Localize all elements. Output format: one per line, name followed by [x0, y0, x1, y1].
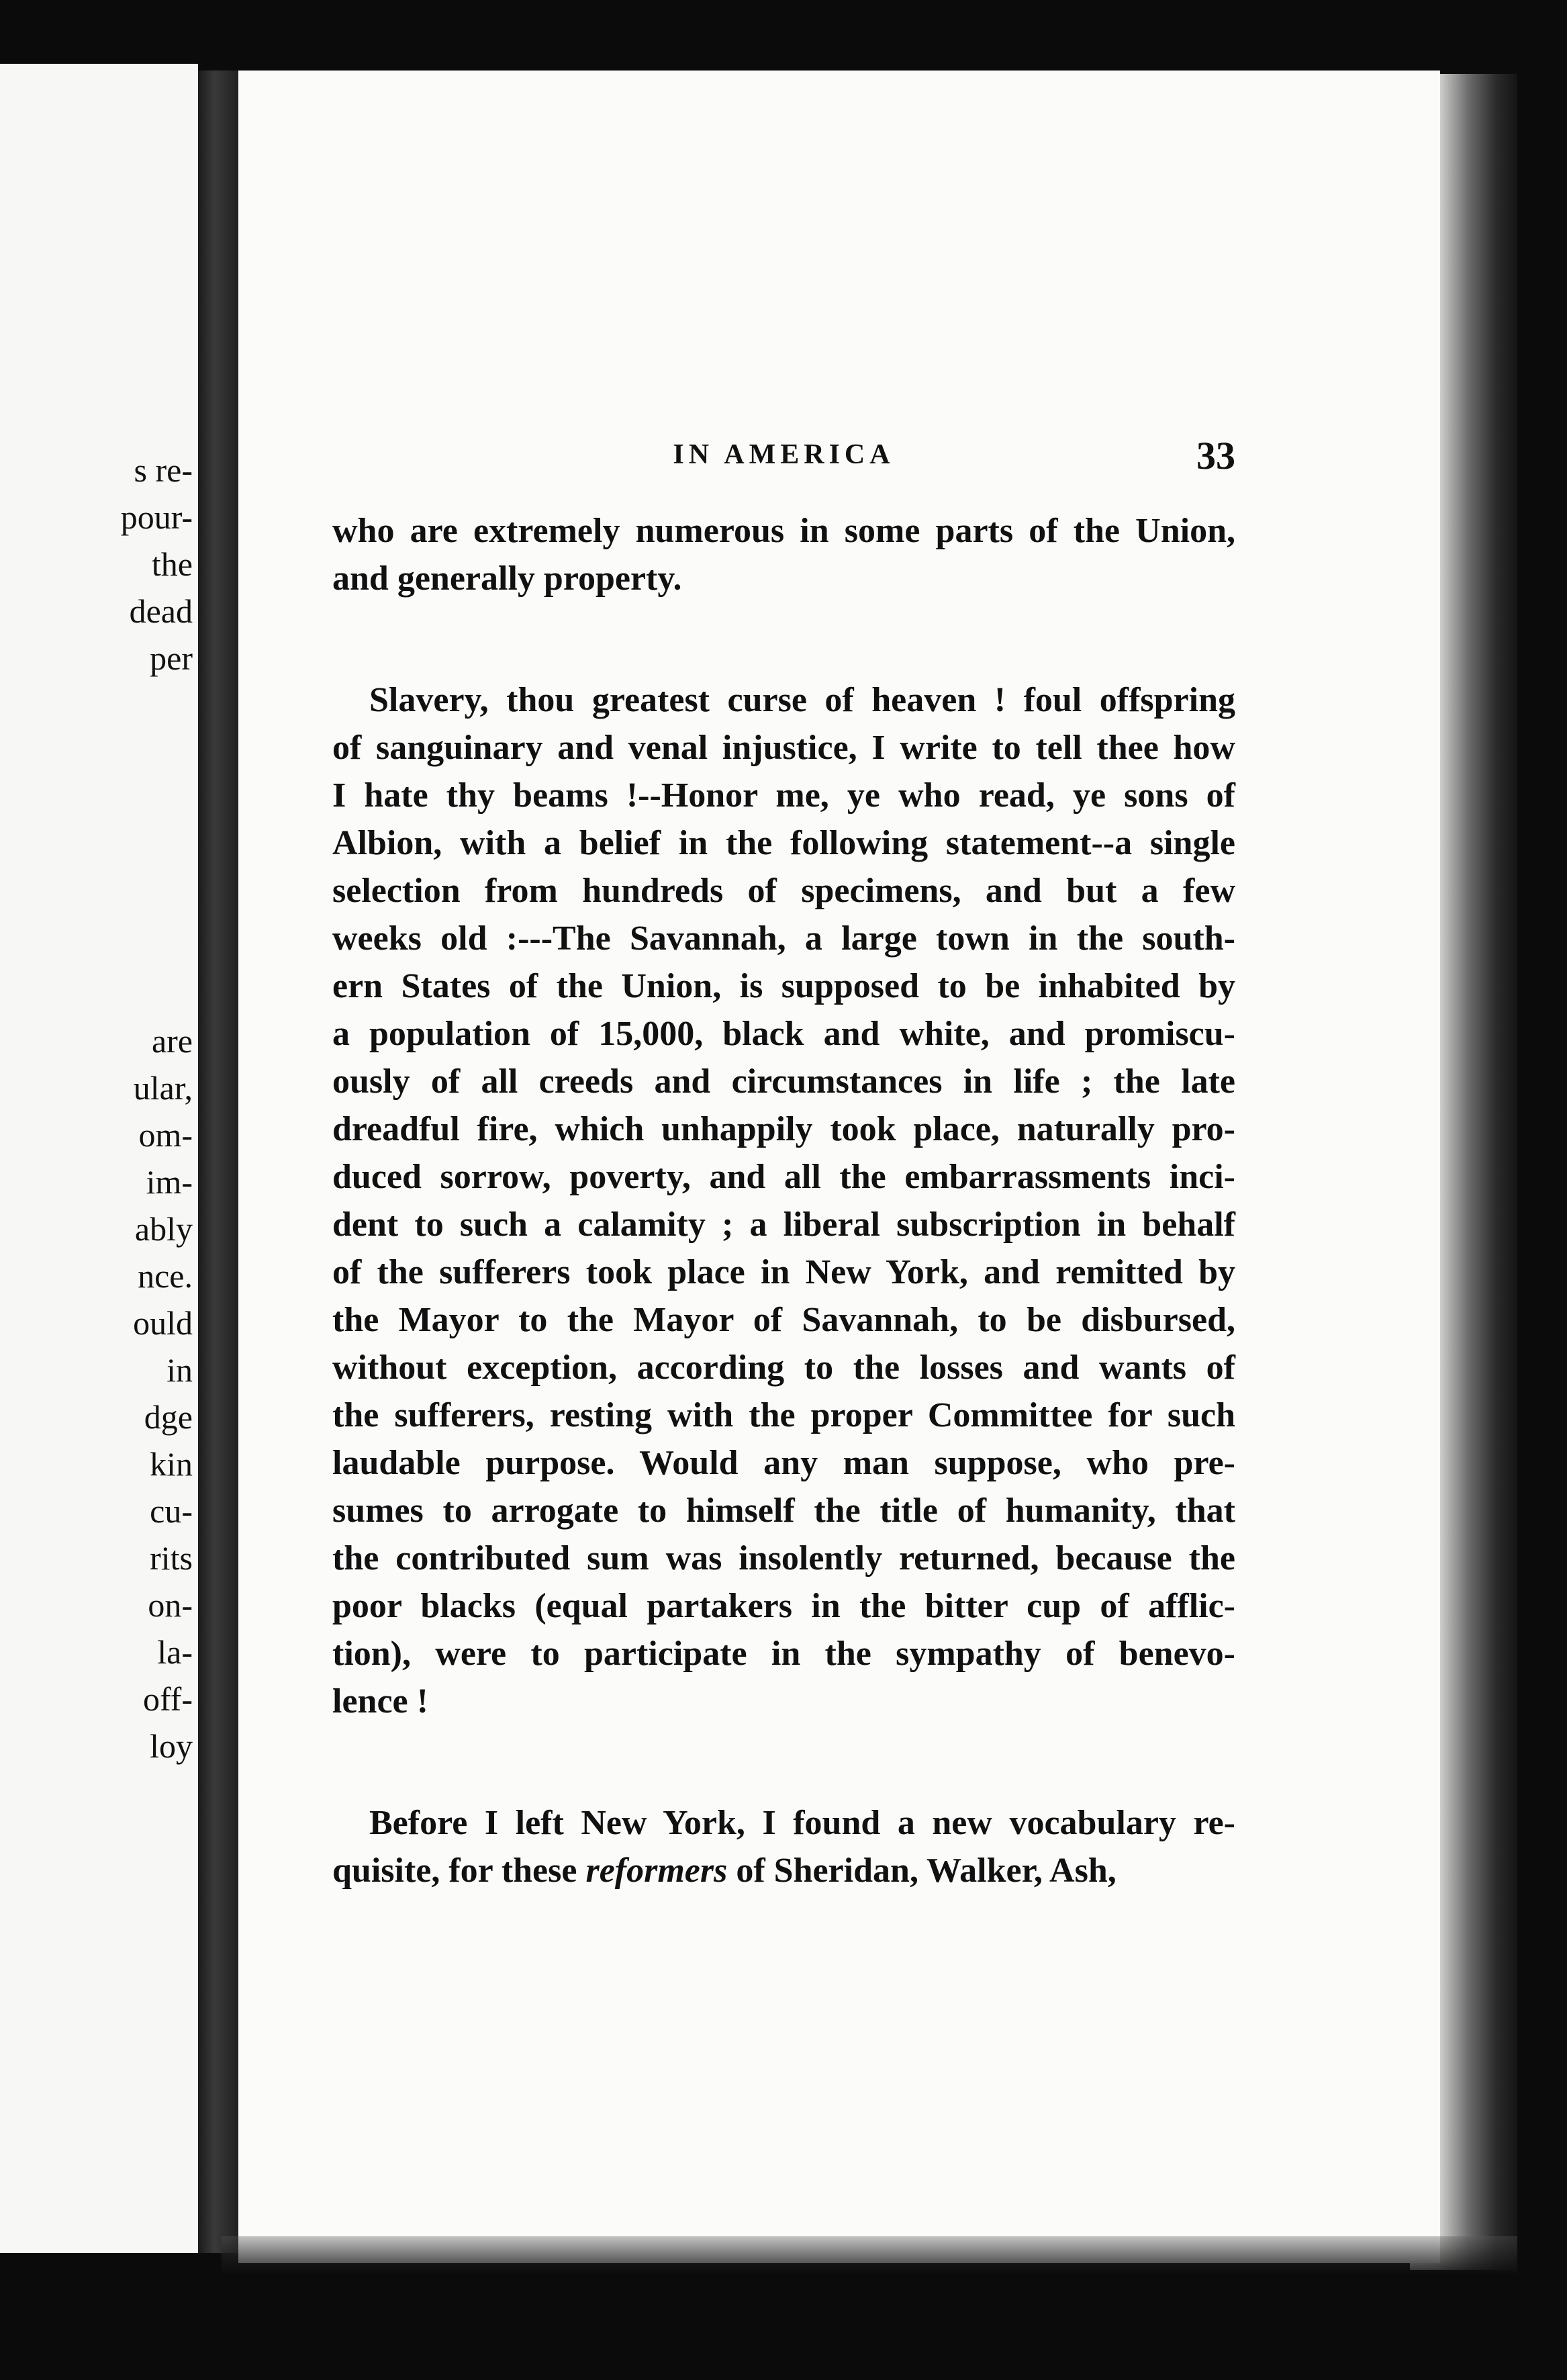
previous-page-text-fragment-b: [133, 1017, 193, 1770]
body-text: [332, 507, 1235, 1894]
previous-page-line: ould: [133, 1304, 193, 1342]
text-line: Before I left New York, I found a new vocabulary re-: [369, 1804, 1235, 1842]
text-line: lence !: [332, 1682, 428, 1721]
page-number: 33: [1196, 434, 1235, 477]
text-line: quisite, for these reformers of Sheridan, Walker, Ash,: [332, 1851, 1117, 1890]
book-gutter: [198, 71, 238, 2253]
text-line: ously of all creeds and circumstances in life ; the late: [332, 1062, 1235, 1101]
text-line: who are extremely numerous in some parts of the Union,: [332, 512, 1235, 550]
paragraph-2: [332, 676, 1235, 1725]
text-line: sumes to arrogate to himself the title of humanity, that: [332, 1492, 1235, 1530]
previous-page-line: the: [151, 545, 193, 583]
previous-page-line: rits: [150, 1539, 193, 1577]
text-line: of sanguinary and venal injustice, I write to tell thee how: [332, 729, 1235, 767]
text-line: without exception, according to the losses and wants of: [332, 1348, 1235, 1387]
text-line: ern States of the Union, is supposed to be inhabited by: [332, 967, 1235, 1005]
running-head: [332, 433, 1235, 480]
previous-page-line: in: [167, 1351, 193, 1389]
previous-page-line: om-: [138, 1116, 193, 1154]
previous-page-line: per: [150, 639, 193, 677]
previous-page-line: loy: [150, 1727, 193, 1765]
previous-page-line: pour-: [120, 498, 193, 536]
running-head-title: IN AMERICA: [673, 439, 895, 470]
text-line: dreadful fire, which unhappily took place, naturally pro-: [332, 1110, 1235, 1148]
text-line: I hate thy beams !--Honor me, ye who read, ye sons of: [332, 776, 1235, 815]
previous-page-line: are: [151, 1022, 193, 1060]
text-line: selection from hundreds of specimens, and but a few: [332, 872, 1235, 910]
previous-page-line: off-: [142, 1680, 193, 1718]
previous-page-line: ular,: [133, 1069, 193, 1107]
text-line: poor blacks (equal partakers in the bitter cup of afflic-: [332, 1587, 1235, 1625]
text-line: laudable purpose. Would any man suppose, who pre-: [332, 1444, 1235, 1482]
text-line: and generally property.: [332, 559, 682, 598]
previous-page-edge: [0, 64, 198, 2253]
text-line: duced sorrow, poverty, and all the embarrassments inci-: [332, 1158, 1235, 1196]
text-line: of the sufferers took place in New York, and remitted by: [332, 1253, 1235, 1291]
text-line: tion), were to participate in the sympathy of benevo-: [332, 1635, 1235, 1673]
paragraph-3: [332, 1799, 1235, 1894]
text-line: the sufferers, resting with the proper Committee for such: [332, 1396, 1235, 1434]
previous-page-line: la-: [157, 1633, 193, 1671]
previous-page-line: kin: [150, 1445, 193, 1483]
page-bottom-shadow: [222, 2236, 1517, 2277]
previous-page-line: dead: [129, 592, 193, 630]
paragraph-1: [332, 507, 1235, 602]
previous-page-line: s re-: [134, 451, 193, 489]
text-line: Slavery, thou greatest curse of heaven ! foul offspring: [369, 681, 1235, 719]
previous-page-text-fragment-a: [121, 447, 193, 682]
previous-page-line: im-: [146, 1163, 193, 1201]
text-line: Albion, with a belief in the following statement--a single: [332, 824, 1235, 862]
text-line: weeks old :---The Savannah, a large town in the south-: [332, 919, 1235, 958]
previous-page-line: cu-: [150, 1492, 193, 1530]
text-line: dent to such a calamity ; a liberal subscription in behalf: [332, 1205, 1235, 1244]
text-line: a population of 15,000, black and white, and promiscu-: [332, 1015, 1235, 1053]
previous-page-line: dge: [144, 1398, 193, 1436]
text-line: the contributed sum was insolently returned, because the: [332, 1539, 1235, 1577]
text-line: the Mayor to the Mayor of Savannah, to be disbursed,: [332, 1301, 1235, 1339]
previous-page-line: on-: [148, 1586, 193, 1624]
previous-page-line: nce.: [138, 1257, 193, 1295]
previous-page-line: ably: [134, 1210, 193, 1248]
